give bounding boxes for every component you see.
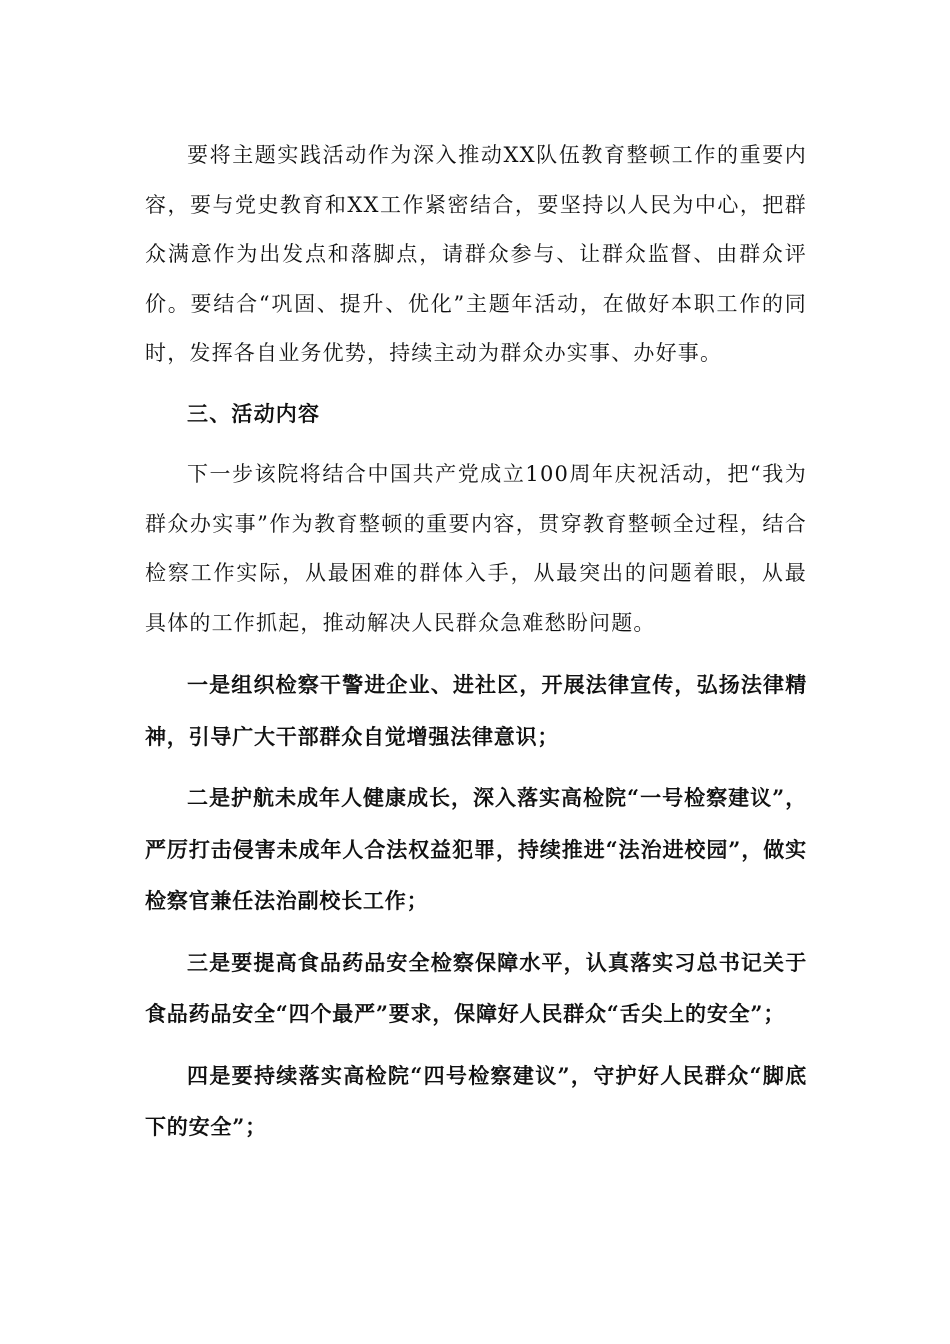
list-item: 一是组织检察干警进企业、进社区，开展法律宣传，弘扬法律精神，引导广大干部群众自觉增强法律意识； [145,672,807,749]
document-page [145,131,807,1153]
body-paragraph: 下一步该院将结合中国共产党成立100周年庆祝活动，把“我为群众办实事”作为教育整顿的重要内容，贯穿教育整顿全过程，结合检察工作实际，从最困难的群体入手，从最突出的问题着眼，从最具体的工作抓起，推动解决人民群众急难愁盼问题。 [145,462,807,635]
body-paragraph: 要将主题实践活动作为深入推动XX队伍教育整顿工作的重要内容，要与党史教育和XX工作紧密结合，要坚持以人民为中心，把群众满意作为出发点和落脚点，请群众参与、让群众监督、由群众评价。要结合“巩固、提升、优化”主题年活动，在做好本职工作的同时，发挥各自业务优势，持续主动为群众办实事、办好事。 [145,143,807,365]
list-item: 二是护航未成年人健康成长，深入落实高检院“一号检察建议”，严厉打击侵害未成年人合法权益犯罪，持续推进“法治进校园”，做实检察官兼任法治副校长工作； [145,785,807,913]
list-item: 四是要持续落实高检院“四号检察建议”，守护好人民群众“脚底下的安全”； [145,1062,807,1139]
list-item: 三是要提高食品药品安全检察保障水平，认真落实习总书记关于食品药品安全“四个最严”要求，保障好人民群众“舌尖上的安全”； [145,949,807,1026]
section-heading: 三、活动内容 [187,400,321,426]
